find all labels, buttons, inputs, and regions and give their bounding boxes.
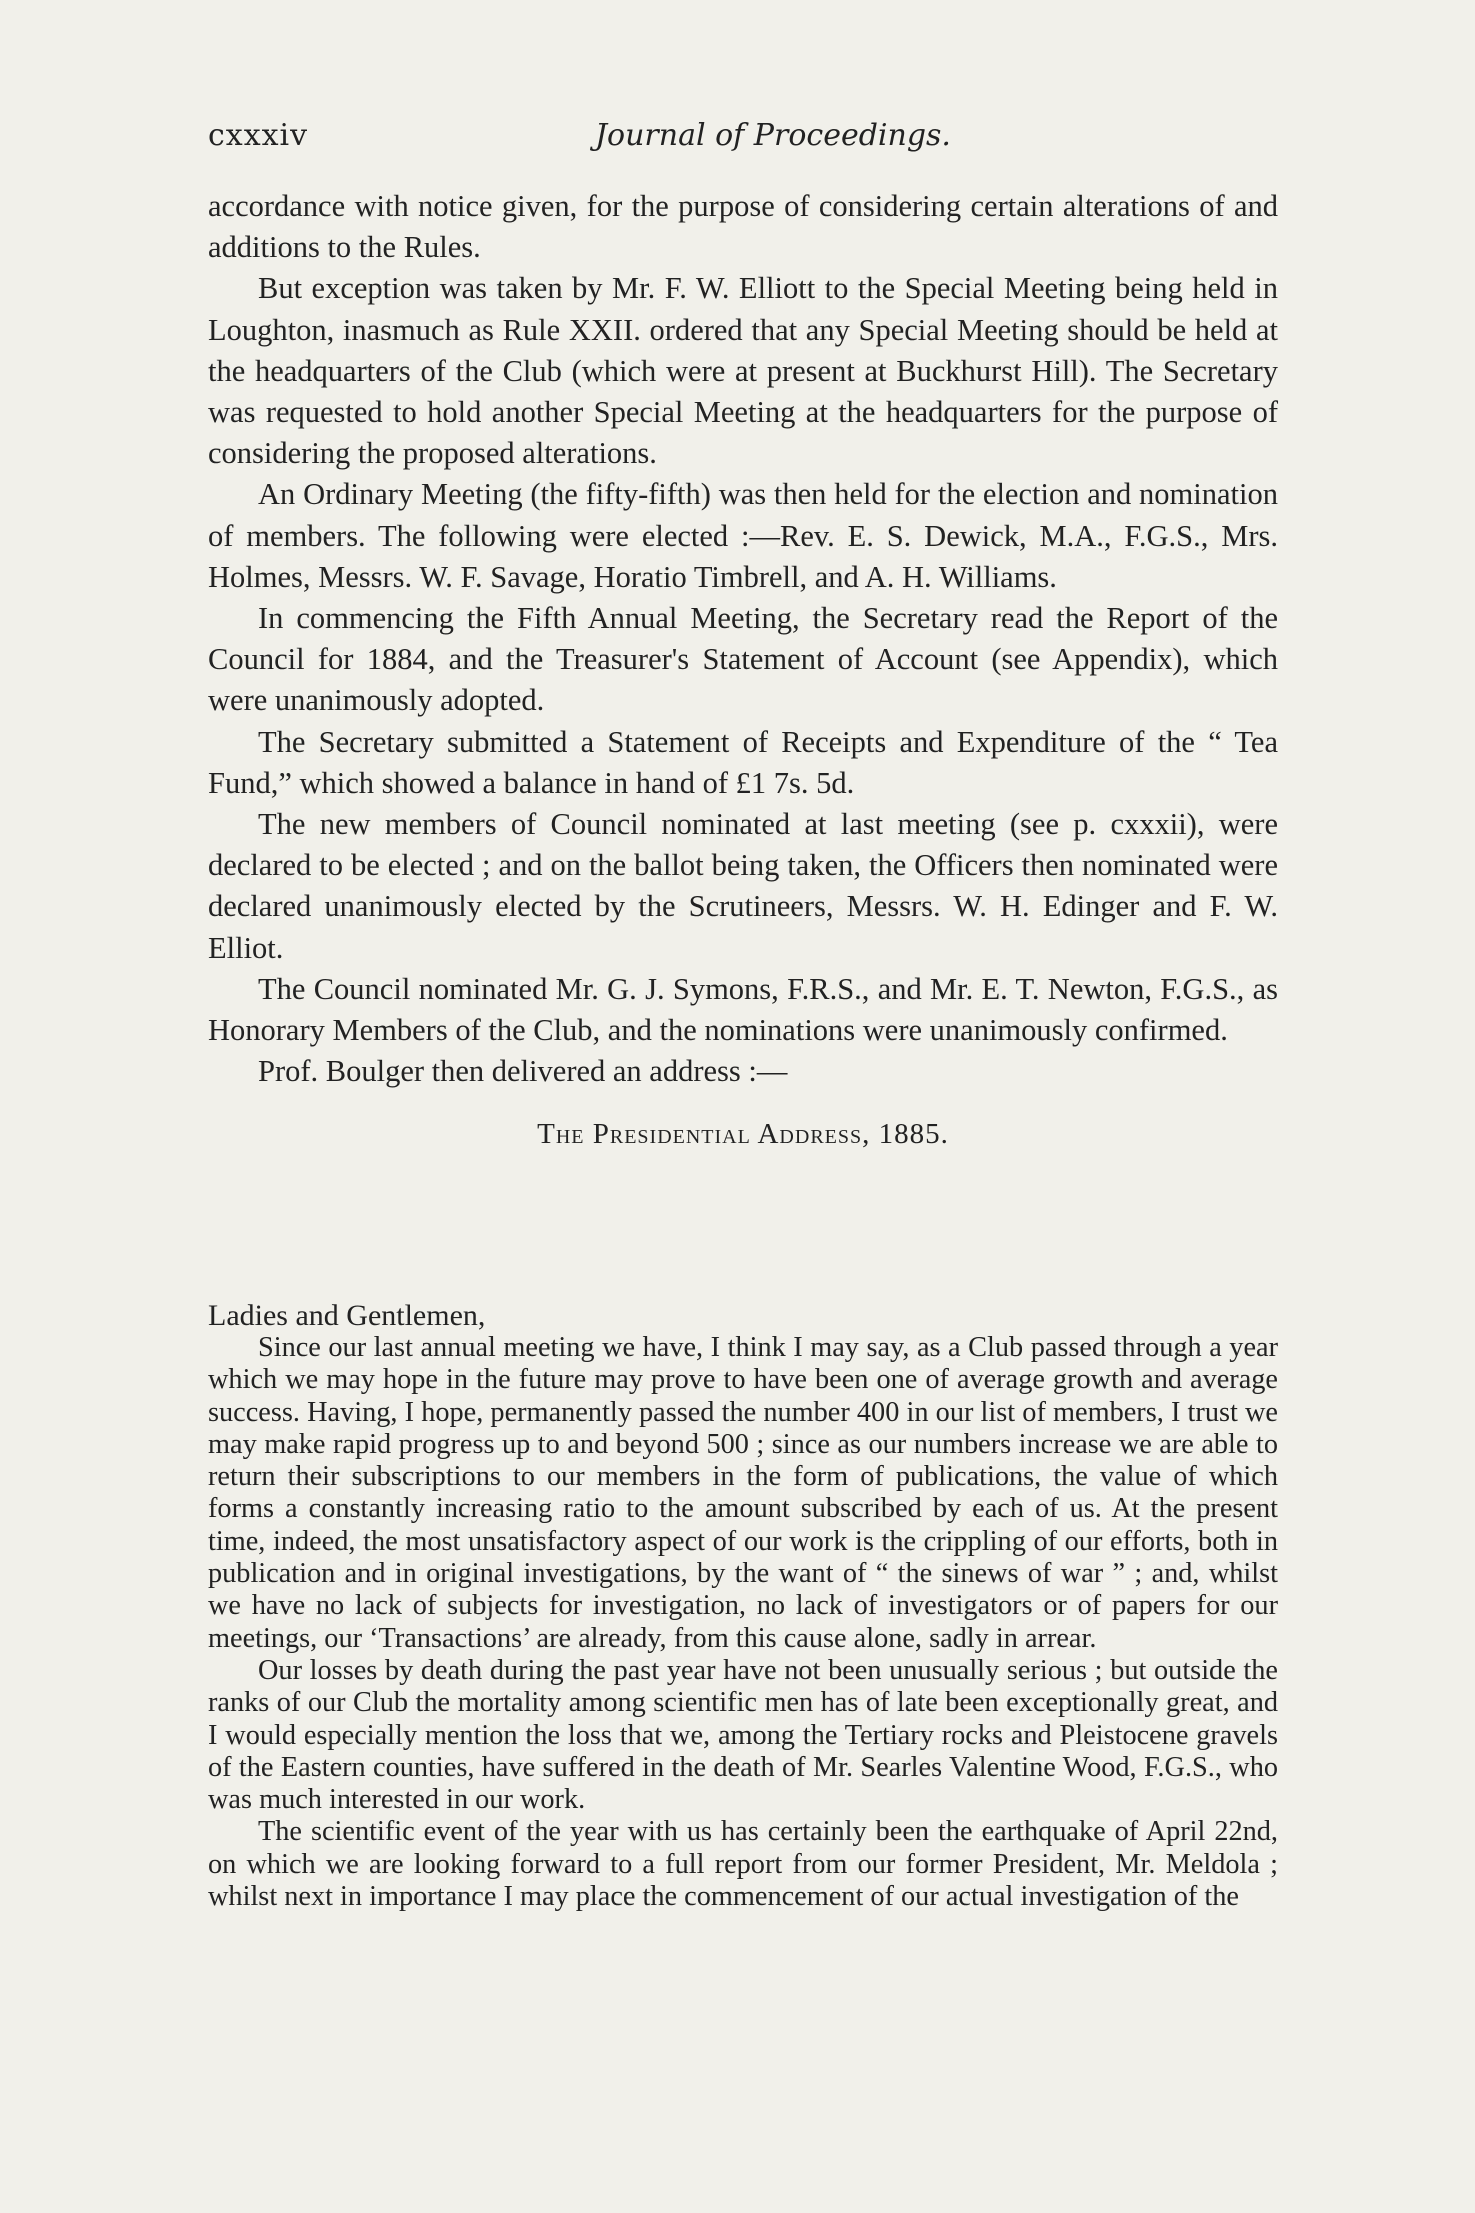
- salutation: Ladies and Gentlemen,: [208, 1299, 486, 1332]
- proceedings-text: [208, 186, 1278, 1156]
- address-paragraph: Our losses by death during the past year have not been unusually serious ; but outside the ranks of our Club the mortality among scientific men has of late been exceptionally great, and I would especially mention the loss that we, among the Tertiary rocks and Pleistocene gravels of the Eastern counties, have suffered in the death of Mr. Searles Valentine Wood, F.G.S., who was much interested in our work.: [208, 1654, 1278, 1816]
- paragraph: But exception was taken by Mr. F. W. Elliott to the Special Meeting being held in Loughton, inasmuch as Rule XXII. ordered that any Special Meeting should be held at the headquarters of the Club (which were at present at Buckhurst Hill). The Secretary was requested to hold another Special Meeting at the headquarters for the purpose of considering the proposed alterations.: [208, 271, 1278, 471]
- address-paragraph: Since our last annual meeting we have, I think I may say, as a Club passed through a year which we may hope in the future may prove to have been one of average growth and average success. Having, I hope, permanently passed the number 400 in our list of members, I trust we may make rapid progress up to and beyond 500 ; since as our numbers increase we are able to return their subscriptions to our members in the form of publications, the value of which forms a constantly increasing ratio to the amount subscribed by each of us. At the present time, indeed, the most unsatisfactory aspect of our work is the crippling of our efforts, both in publication and in original investigations, by the want of “ the sinews of war ” ; and, whilst we have no lack of subjects for investigation, no lack of investigators or of papers for our meetings, our ‘Transactions’ are already, from this cause alone, sadly in arrear.: [208, 1332, 1278, 1654]
- address-heading: The Presidential Address, 1885.: [537, 1118, 949, 1151]
- paragraph: An Ordinary Meeting (the fifty-fifth) was then held for the election and nomination of members. The following were elected :—Rev. E. S. Dewick, M.A., F.G.S., Mrs. Holmes, Messrs. W. F. Savage, Horatio Timbrell, and A. H. Williams.: [208, 477, 1278, 594]
- paragraph: accordance with notice given, for the purpose of considering certain alterations of and additions to the Rules.: [208, 189, 1278, 265]
- paragraph: The Council nominated Mr. G. J. Symons, F.R.S., and Mr. E. T. Newton, F.G.S., as Honorary Members of the Club, and the nominations were unanimously confirmed.: [208, 971, 1278, 1048]
- running-title: Journal of Proceedings.: [595, 118, 951, 153]
- address-paragraph: The scientific event of the year with us has certainly been the earthquake of April 22nd, on which we are looking forward to a full report from our former President, Mr. Meldola ; whilst next in importance I may place the commencement of our actual investigation of the: [208, 1816, 1278, 1913]
- page-number: cxxxiv: [208, 118, 309, 153]
- page-header: [208, 112, 1278, 162]
- presidential-address: [208, 1296, 1278, 1913]
- paragraph: Prof. Boulger then delivered an address :—: [258, 1054, 788, 1089]
- paragraph: The Secretary submitted a Statement of Receipts and Expenditure of the “ Tea Fund,” which showed a balance in hand of £1 7s. 5d.: [208, 724, 1278, 800]
- paragraph: In commencing the Fifth Annual Meeting, the Secretary read the Report of the Council for 1884, and the Treasurer's Statement of Account (see Appendix), which were unanimously adopted.: [208, 601, 1278, 718]
- paragraph: The new members of Council nominated at last meeting (see p. cxxxii), were declared to be elected ; and on the ballot being taken, the Officers then nominated were declared unanimously elected by the Scrutineers, Messrs. W. H. Edinger and F. W. Elliot.: [208, 807, 1278, 965]
